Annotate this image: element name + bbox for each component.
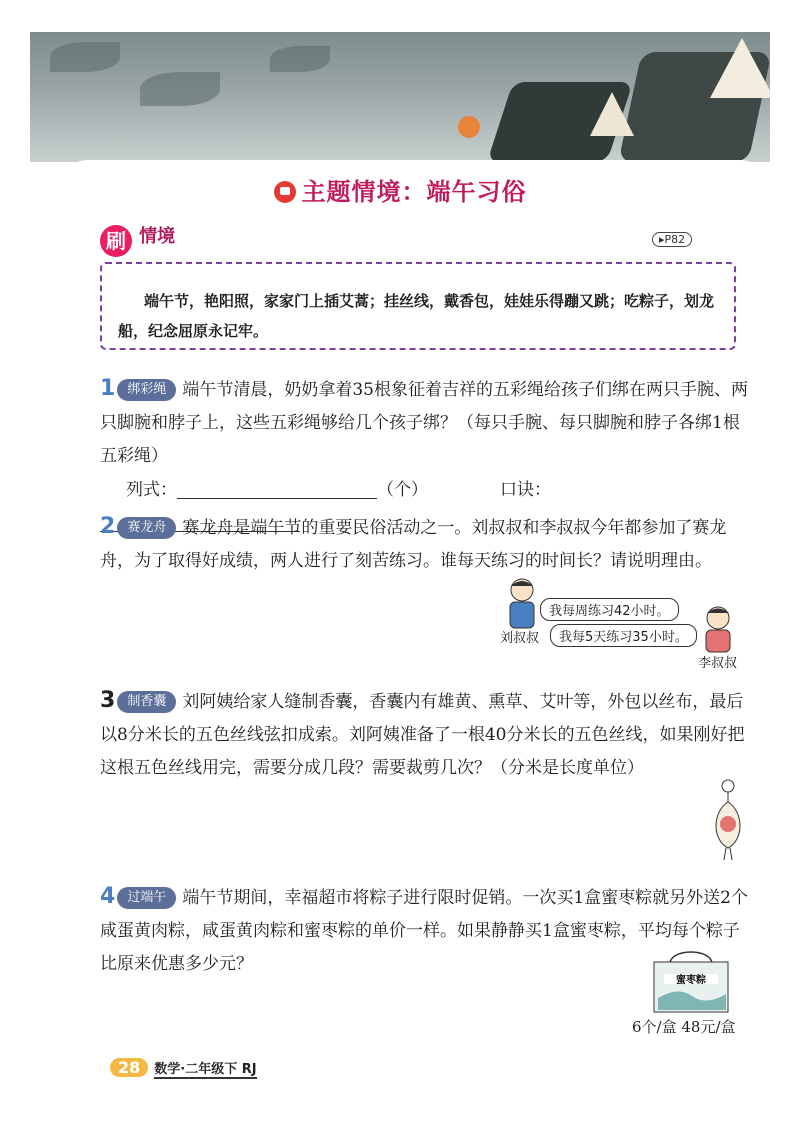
name-li: 李叔叔: [698, 656, 738, 671]
question-text: 赛龙舟是端午节的重要民俗活动之一。刘叔叔和李叔叔今年都参加了赛龙舟，为了取得好成绩，两人进行了刻苦练习。谁每天练习的时间长？请说明理由。: [100, 518, 727, 571]
page-title: 主题情境：端午习俗: [0, 172, 800, 207]
question-text: 刘阿姨给家人缝制香囊，香囊内有雄黄、熏草、艾叶等，外包以丝布，最后以8分米长的五色丝线弦扣成索。刘阿姨准备了一根40分米长的五色丝线，如果刚好把这根五色丝线用完，需要分成几段？需要裁剪几次？（分米是长度单位）: [100, 692, 745, 778]
section-label: 情境: [139, 226, 176, 247]
speech-bubble-li: 我每5天练习35小时。: [550, 624, 697, 647]
question-2: [100, 510, 750, 578]
reference-tag: ▸P82: [652, 232, 692, 247]
apple-icon: [274, 181, 296, 203]
context-box: 端午节，艳阳照，家家门上插艾蒿；挂丝线，戴香包，娃娃乐得蹦又跳；吃粽子，划龙船，纪念屈原永记牢。: [100, 262, 736, 350]
rhyme-label: 口诀：: [500, 480, 551, 500]
name-liu: 刘叔叔: [500, 631, 540, 646]
question-text: 端午节清晨，奶奶拿着35根象征着吉祥的五彩绳给孩子们绑在两只手腕、两只脚腕和脖子上，这些五彩绳够给几个孩子绑？（每只手腕、每只脚腕和脖子各绑1根五彩绳）: [100, 380, 748, 466]
page-number: 28: [110, 1058, 148, 1077]
question-tag: 赛龙舟: [117, 517, 176, 539]
price-label: 6个/盒 48元/盒: [632, 1018, 736, 1036]
section-header: [100, 222, 175, 257]
subject-label: 数学·二年级下 RJ: [154, 1062, 257, 1077]
question-number: 3: [100, 688, 116, 713]
bag-label: 蜜枣粽: [676, 975, 706, 986]
formula-label: 列式：: [126, 480, 177, 500]
question-tag: 制香囊: [117, 691, 176, 713]
question-tag: 过端午: [117, 887, 176, 909]
formula-answer-line[interactable]: [177, 478, 377, 499]
uncle-li-illustration: [698, 604, 738, 654]
header-banner-image: [30, 32, 770, 162]
question-3: [100, 684, 750, 785]
speech-bubble-liu: 我每周练习42小时。: [540, 598, 679, 621]
question-number: 4: [100, 884, 116, 909]
question-1: [100, 372, 750, 473]
sachet-illustration: [708, 778, 748, 860]
question-number: 2: [100, 514, 116, 539]
question-number: 1: [100, 376, 116, 401]
unit-label: （个）: [377, 480, 428, 500]
question-text: 端午节期间，幸福超市将粽子进行限时促销。一次买1盒蜜枣粽就另外送2个咸蛋黄肉粽，咸蛋黄肉粽和蜜枣粽的单价一样。如果静静买1盒蜜枣粽，平均每个粽子比原来优惠多少元？: [100, 888, 748, 974]
uncle-liu-illustration: [502, 576, 542, 630]
page-footer: [110, 1058, 257, 1077]
gift-bag-illustration: [648, 946, 734, 1014]
section-badge: 刷: [100, 225, 132, 257]
question-tag: 绑彩绳: [117, 379, 176, 401]
